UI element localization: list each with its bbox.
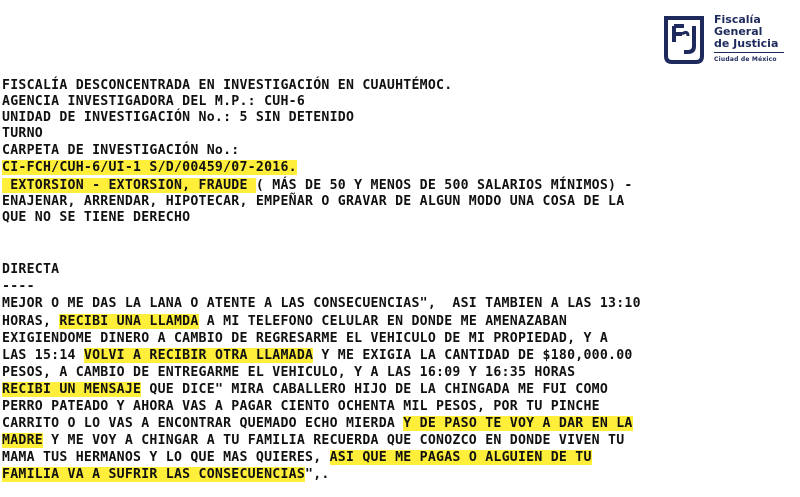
crime-rest: ( MÁS DE 50 Y MENOS DE 500 SALARIOS MÍNIMOS) - [255,178,633,193]
highlight-threat-3: ASI QUE ME PAGAS O ALGUIEN DE TU [329,450,592,465]
highlight-call-2: VOLVI A RECIBIR OTRA LLAMADA [83,348,314,363]
body-line-3: EXIGIENDOME DINERO A CAMBIO DE REGRESARME EL VEHICULO DE MI PROPIEDAD, Y A [2,331,609,346]
header-line-8: ENAJENAR, ARRENDAR, HIPOTECAR, EMPEÑAR O GRAVAR DE ALGUN MODO UNA COSA DE LA [2,194,625,209]
body-line-2: HORAS, RECIBI UNA LLAMDA A MI TELEFONO CELULAR EN DONDE ME AMENAZABAN [2,314,568,329]
highlight-call-1: RECIBI UNA LLAMDA [59,314,199,329]
crime-highlight: EXTORSION - EXTORSION, FRAUDE [2,178,256,193]
highlight-message: RECIBI UN MENSAJE [2,382,142,397]
body-line-5: PESOS, A CAMBIO DE ENTREGARME EL VEHICULO, Y A LAS 16:09 Y 16:35 HORAS [2,365,576,380]
logo-wordmark [714,14,784,64]
folder-number-line [2,160,297,176]
header-line-3: UNIDAD DE INVESTIGACIÓN No.: 5 SIN DETENIDO [2,110,355,125]
body-line-11: FAMILIA VA A SUFRIR LAS CONSECUENCIAS",. [2,467,330,482]
folder-number: CI-FCH/CUH-6/UI-1 S/D/00459/07-2016. [2,160,297,175]
header-line-4: TURNO [2,126,43,141]
logo-line-4: Ciudad de México [714,56,777,63]
logo-line-1: Fiscalía [714,13,761,26]
logo-line-3: de Justicia [714,37,779,50]
fgj-emblem-icon [660,12,708,64]
logo-line-2: General [714,25,763,38]
body-line-10: MAMA TUS HERMANOS Y LO QUE MAS QUIERES, ASI QUE ME PAGAS O ALGUIEN DE TU [2,450,592,465]
body-line-6: RECIBI UN MENSAJE QUE DICE" MIRA CABALLERO HIJO DE LA CHINGADA ME FUI COMO [2,382,609,397]
body-line-9: MADRE Y ME VOY A CHINGAR A TU FAMILIA RECUERDA QUE CONOZCO EN DONDE VIVEN TU [2,433,625,448]
body-line-7: PERRO PATEADO Y AHORA VAS A PAGAR CIENTO OCHENTA MIL PESOS, POR TU PINCHE [2,399,600,414]
statement-type: DIRECTA [2,262,60,277]
separator: ---- [2,279,35,294]
fgj-logo [660,10,792,70]
body-line-4: LAS 15:14 VOLVI A RECIBIR OTRA LLAMADA Y ME EXIGIA LA CANTIDAD DE $180,000.00 [2,348,633,363]
body-line-8: CARRITO O LO VAS A ENCONTRAR QUEMADO ECHO MIERDA Y DE PASO TE VOY A DAR EN LA [2,416,633,431]
highlight-threat-2: MADRE [2,433,43,448]
highlight-threat-4: FAMILIA VA A SUFRIR LAS CONSECUENCIAS [2,467,306,482]
body-line-1: MEJOR O ME DAS LA LANA O ATENTE A LAS CONSECUENCIAS", ASI TAMBIEN A LAS 13:10 [2,296,641,311]
header-line-9: QUE NO SE TIENE DERECHO [2,210,191,225]
header-line-5: CARPETA DE INVESTIGACIÓN No.: [2,143,240,158]
logo-divider [714,52,784,53]
highlight-threat-1: Y DE PASO TE VOY A DAR EN LA [403,416,633,431]
crime-line [2,178,633,194]
header-line-2: AGENCIA INVESTIGADORA DEL M.P.: CUH-6 [2,94,306,109]
header-line-1: FISCALÍA DESCONCENTRADA EN INVESTIGACIÓN EN CUAUHTÉMOC. [2,78,453,93]
